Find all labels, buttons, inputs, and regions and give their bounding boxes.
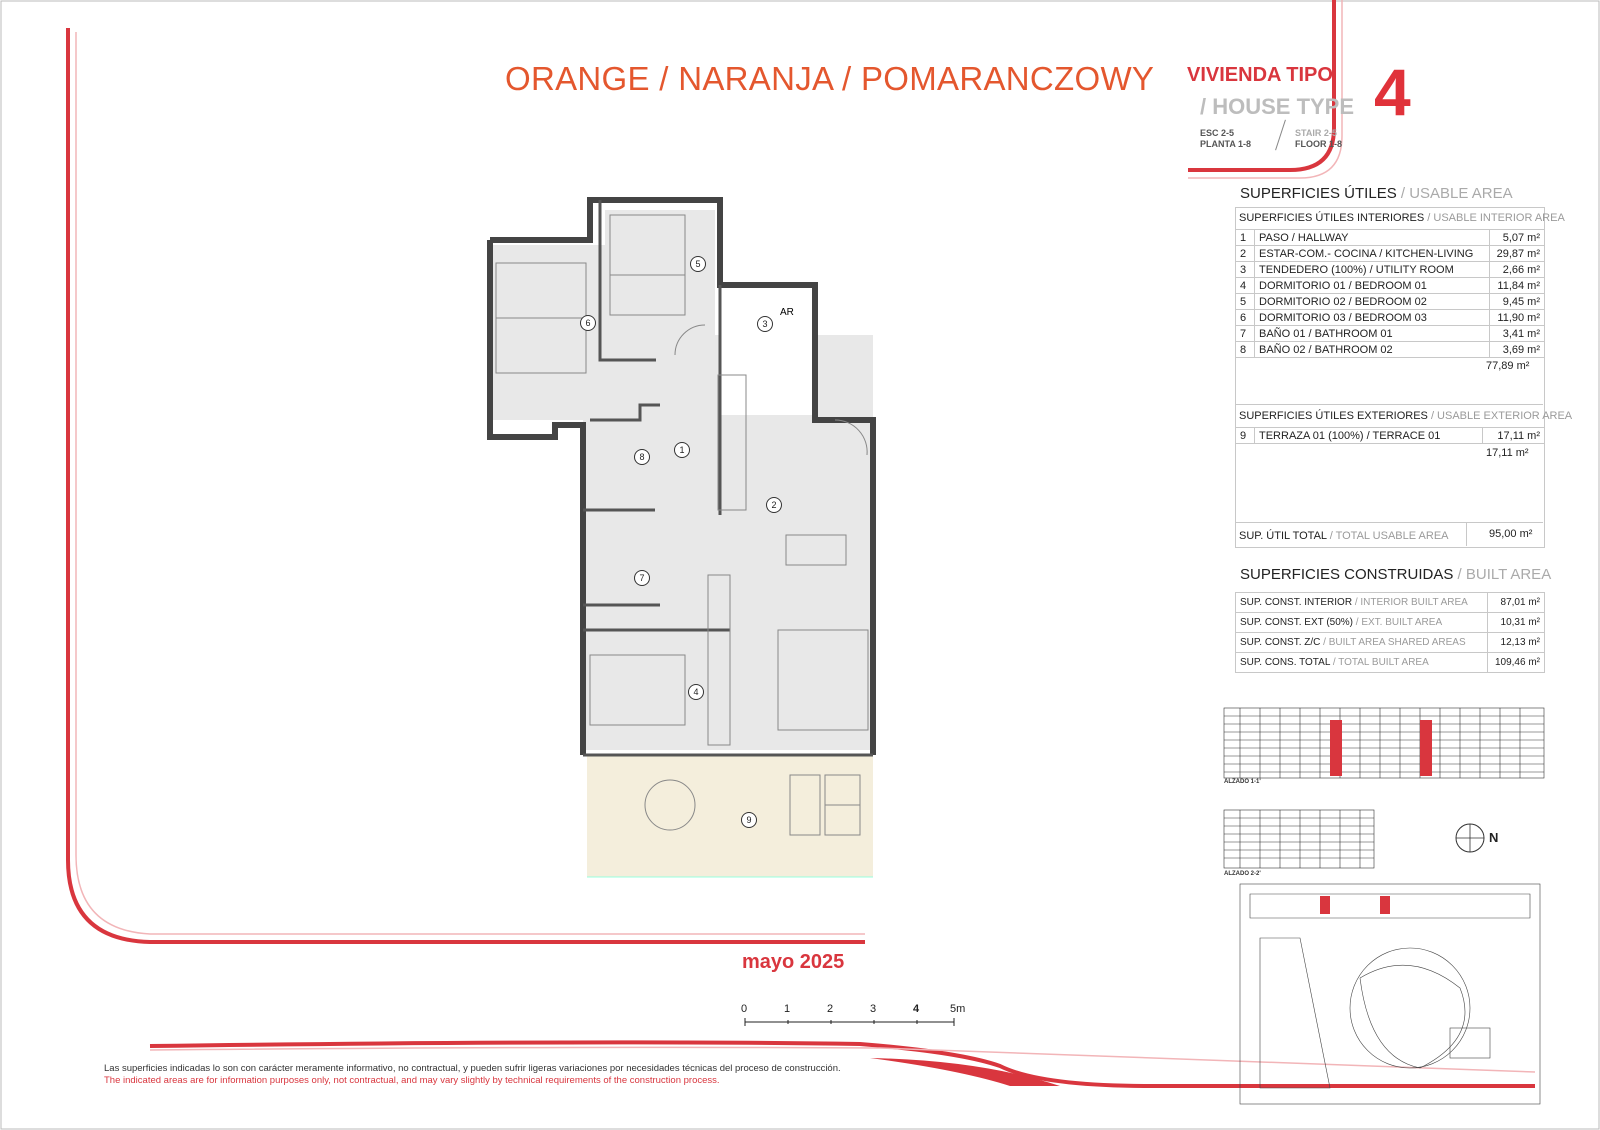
interior-heading: SUPERFICIES ÚTILES INTERIORES / USABLE INTERIOR AREA bbox=[1239, 212, 1565, 224]
row-label: TENDEDERO (100%) / UTILITY ROOM bbox=[1255, 262, 1490, 278]
house-type-number: 4 bbox=[1374, 55, 1411, 129]
usable-total-value: 95,00 m² bbox=[1489, 528, 1533, 540]
row-value: 11,84 m² bbox=[1489, 278, 1544, 294]
row-label: TERRAZA 01 (100%) / TERRACE 01 bbox=[1255, 428, 1483, 444]
interior-total: 77,89 m² bbox=[1486, 360, 1530, 372]
floor-plan bbox=[480, 185, 900, 885]
scale-tick-label: 2 bbox=[827, 1003, 834, 1015]
row-number: 1 bbox=[1236, 230, 1255, 246]
area-row bbox=[1236, 342, 1545, 358]
vivienda-tipo-label: VIVIENDA TIPO bbox=[1187, 64, 1333, 86]
built-row-label bbox=[1236, 593, 1488, 613]
built-area-heading: SUPERFICIES CONSTRUIDAS / BUILT AREA bbox=[1240, 566, 1552, 583]
north-label: N bbox=[1489, 830, 1499, 845]
interior-areas-table bbox=[1235, 229, 1545, 358]
area-row bbox=[1236, 294, 1545, 310]
row-number: 3 bbox=[1236, 262, 1255, 278]
esc-planta: ESC 2-5 PLANTA 1-8 bbox=[1200, 128, 1252, 149]
scale-tick-label: 4 bbox=[913, 1003, 920, 1015]
built-area-row bbox=[1236, 613, 1545, 633]
scale-tick-label: 1 bbox=[784, 1003, 791, 1015]
row-label: DORMITORIO 01 / BEDROOM 01 bbox=[1255, 278, 1490, 294]
room-number-7: 7 bbox=[634, 570, 650, 586]
building-elevations bbox=[1220, 698, 1550, 1118]
area-row bbox=[1236, 310, 1545, 326]
room-number-8: 8 bbox=[634, 449, 650, 465]
usable-total-label: SUP. ÚTIL TOTAL / TOTAL USABLE AREA bbox=[1239, 530, 1449, 542]
row-label: BAÑO 02 / BATHROOM 02 bbox=[1255, 342, 1490, 358]
disclaimer: Las superficies indicadas lo son con carácter meramente informativo, no contractual, y pueden sufrir ligeras variaciones por necesidades técnicas del proceso de construcción. The indicated areas are for information purposes only, not contractual, and may vary slightly by technical requirements of the construction process. bbox=[104, 1063, 841, 1086]
area-row bbox=[1236, 326, 1545, 342]
built-row-label-es: SUP. CONST. INTERIOR bbox=[1240, 597, 1353, 608]
row-number: 8 bbox=[1236, 342, 1255, 358]
built-area-table bbox=[1235, 592, 1545, 673]
row-number: 7 bbox=[1236, 326, 1255, 342]
room-number-2: 2 bbox=[766, 497, 782, 513]
row-label: DORMITORIO 02 / BEDROOM 02 bbox=[1255, 294, 1490, 310]
exterior-heading: SUPERFICIES ÚTILES EXTERIORES / USABLE EXTERIOR AREA bbox=[1239, 410, 1573, 422]
divider bbox=[1466, 522, 1467, 546]
scale-bar bbox=[740, 1014, 970, 1034]
row-label: PASO / HALLWAY bbox=[1255, 230, 1490, 246]
scale-tick-label: 3 bbox=[870, 1003, 877, 1015]
room-number-4: 4 bbox=[688, 684, 704, 700]
room-number-5: 5 bbox=[690, 256, 706, 272]
built-row-value: 87,01 m² bbox=[1487, 593, 1544, 613]
row-label: ESTAR-COM.- COCINA / KITCHEN-LIVING bbox=[1255, 246, 1490, 262]
built-row-label-en: / EXT. BUILT AREA bbox=[1355, 617, 1443, 628]
row-number: 6 bbox=[1236, 310, 1255, 326]
room-number-1: 1 bbox=[674, 442, 690, 458]
built-row-value: 109,46 m² bbox=[1487, 653, 1544, 673]
row-label: BAÑO 01 / BATHROOM 01 bbox=[1255, 326, 1490, 342]
row-value: 2,66 m² bbox=[1489, 262, 1544, 278]
house-type-label: / HOUSE TYPE bbox=[1200, 94, 1355, 119]
row-value: 5,07 m² bbox=[1489, 230, 1544, 246]
exterior-total: 17,11 m² bbox=[1486, 447, 1529, 459]
ar-label: AR bbox=[780, 307, 794, 318]
elevation-1-label: ALZADO 1-1' bbox=[1224, 779, 1261, 785]
built-row-label-en: / BUILT AREA SHARED AREAS bbox=[1323, 637, 1466, 648]
built-row-value: 12,13 m² bbox=[1487, 633, 1544, 653]
built-row-label-en: / TOTAL BUILT AREA bbox=[1332, 657, 1429, 668]
row-value: 29,87 m² bbox=[1489, 246, 1544, 262]
area-row bbox=[1236, 278, 1545, 294]
usable-area-heading: SUPERFICIES ÚTILES / USABLE AREA bbox=[1240, 185, 1513, 202]
built-row-label bbox=[1236, 633, 1488, 653]
built-area-row bbox=[1236, 653, 1545, 673]
area-row bbox=[1236, 246, 1545, 262]
area-row bbox=[1236, 262, 1545, 278]
row-number: 4 bbox=[1236, 278, 1255, 294]
room-number-3: 3 bbox=[757, 316, 773, 332]
divider bbox=[1235, 404, 1543, 405]
row-number: 9 bbox=[1236, 428, 1255, 444]
stair-floor: STAIR 2-5 FLOOR 1-8 bbox=[1295, 128, 1343, 149]
room-number-6: 6 bbox=[580, 315, 596, 331]
built-area-row bbox=[1236, 593, 1545, 613]
elevation-2-label: ALZADO 2-2' bbox=[1224, 871, 1261, 877]
date-label: mayo 2025 bbox=[742, 951, 845, 973]
row-value: 11,90 m² bbox=[1489, 310, 1544, 326]
row-number: 5 bbox=[1236, 294, 1255, 310]
built-row-label bbox=[1236, 653, 1488, 673]
scale-tick-label: 0 bbox=[741, 1003, 748, 1015]
built-row-label-es: SUP. CONST. EXT (50%) bbox=[1240, 617, 1353, 628]
built-row-value: 10,31 m² bbox=[1487, 613, 1544, 633]
row-label: DORMITORIO 03 / BEDROOM 03 bbox=[1255, 310, 1490, 326]
built-row-label-es: SUP. CONST. Z/C bbox=[1240, 637, 1321, 648]
built-row-label-en: / INTERIOR BUILT AREA bbox=[1354, 597, 1468, 608]
divider bbox=[1235, 522, 1543, 523]
row-value: 9,45 m² bbox=[1489, 294, 1544, 310]
built-row-label bbox=[1236, 613, 1488, 633]
row-number: 2 bbox=[1236, 246, 1255, 262]
project-title: ORANGE / NARANJA / POMARANCZOWY bbox=[505, 60, 1155, 97]
built-row-label-es: SUP. CONS. TOTAL bbox=[1240, 657, 1331, 668]
area-row bbox=[1236, 428, 1545, 444]
scale-tick-label: 5m bbox=[950, 1003, 966, 1015]
row-value: 17,11 m² bbox=[1483, 428, 1545, 444]
row-value: 3,41 m² bbox=[1489, 326, 1544, 342]
area-row bbox=[1236, 230, 1545, 246]
room-number-9: 9 bbox=[741, 812, 757, 828]
exterior-areas-table bbox=[1235, 427, 1545, 444]
row-value: 3,69 m² bbox=[1489, 342, 1544, 358]
built-area-row bbox=[1236, 633, 1545, 653]
